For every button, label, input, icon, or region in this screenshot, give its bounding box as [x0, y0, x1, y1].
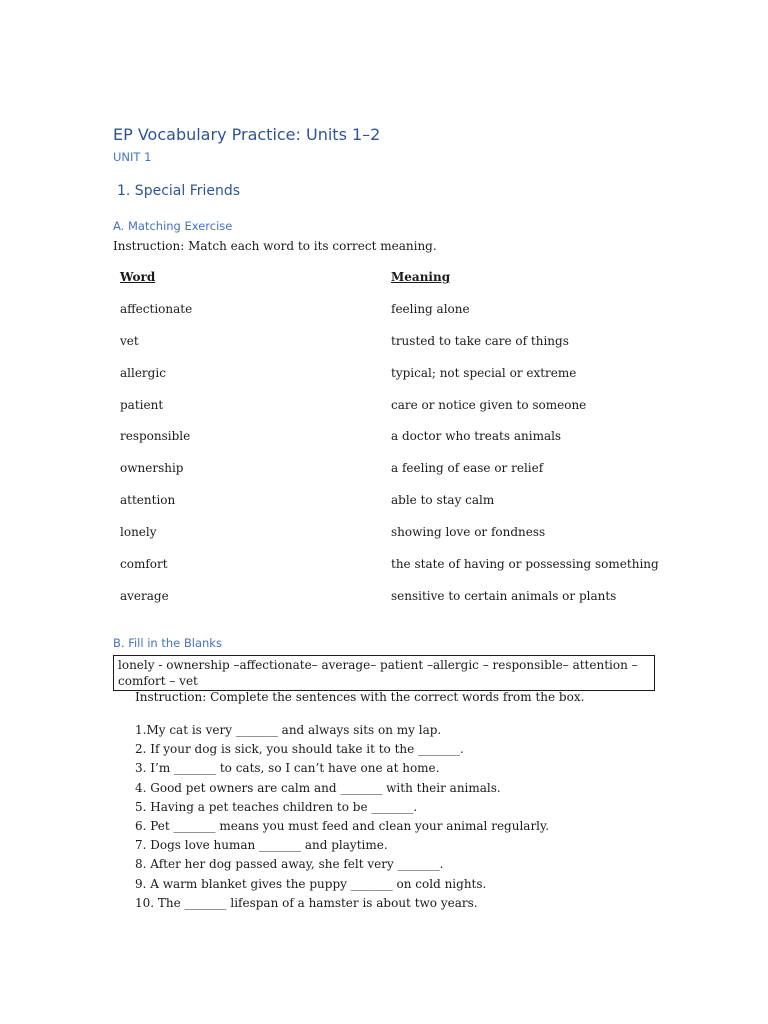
column-header-word: Word: [120, 270, 156, 284]
word-cell: allergic: [120, 365, 166, 380]
matching-table-header: [120, 270, 680, 302]
list-item: 10. The _______ lifespan of a hamster is about two years.: [135, 895, 478, 910]
meaning-cell: care or notice given to someone: [391, 397, 587, 412]
list-item: 2. If your dog is sick, you should take it to the _______.: [135, 742, 464, 757]
table-row: [120, 525, 680, 557]
word-cell: comfort: [120, 557, 168, 572]
meaning-cell: feeling alone: [391, 301, 470, 316]
table-row: [120, 493, 680, 525]
word-cell: lonely: [120, 525, 157, 540]
document-title: EP Vocabulary Practice: Units 1–2: [113, 125, 381, 144]
table-row: [120, 557, 680, 589]
sentence-list: [135, 721, 549, 913]
word-cell: ownership: [120, 461, 184, 476]
meaning-cell: showing love or fondness: [391, 525, 546, 540]
word-cell: affectionate: [120, 301, 193, 316]
table-row: [120, 334, 680, 366]
table-row: [120, 461, 680, 493]
meaning-cell: a doctor who treats animals: [391, 429, 562, 444]
fill-in-blanks-heading: B. Fill in the Blanks: [113, 636, 222, 650]
meaning-cell: able to stay calm: [391, 493, 495, 508]
matching-instruction: Instruction: Match each word to its correct meaning.: [113, 239, 437, 253]
word-cell: responsible: [120, 429, 191, 444]
matching-exercise-heading: A. Matching Exercise: [113, 219, 233, 233]
unit-label: UNIT 1: [113, 150, 152, 164]
list-item: 6. Pet _______ means you must feed and clean your animal regularly.: [135, 819, 550, 834]
list-item: 4. Good pet owners are calm and _______ with their animals.: [135, 780, 501, 795]
list-item: 9. A warm blanket gives the puppy _______ on cold nights.: [135, 876, 487, 891]
section-heading: 1. Special Friends: [117, 183, 241, 199]
list-item: 1.My cat is very _______ and always sits on my lap.: [135, 723, 442, 737]
list-item: 7. Dogs love human _______ and playtime.: [135, 838, 388, 853]
word-cell: attention: [120, 493, 176, 508]
column-header-meaning: Meaning: [391, 270, 451, 284]
meaning-cell: the state of having or possessing something: [391, 557, 659, 572]
matching-table: [120, 270, 680, 621]
list-item: 8. After her dog passed away, she felt very _______.: [135, 857, 444, 872]
table-row: [120, 589, 680, 621]
word-cell: average: [120, 588, 169, 603]
table-row: [120, 366, 680, 398]
meaning-cell: trusted to take care of things: [391, 333, 569, 348]
meaning-cell: sensitive to certain animals or plants: [391, 588, 617, 603]
list-item: 5. Having a pet teaches children to be _______.: [135, 799, 418, 814]
meaning-cell: typical; not special or extreme: [391, 365, 577, 380]
word-bank-box: lonely - ownership –affectionate– average– patient –allergic – responsible– attention – comfort – vet: [113, 655, 655, 691]
word-cell: vet: [120, 333, 139, 348]
table-row: [120, 429, 680, 461]
word-cell: patient: [120, 397, 164, 412]
table-row: [120, 302, 680, 334]
table-row: [120, 398, 680, 430]
fill-in-instruction: Instruction: Complete the sentences with the correct words from the box.: [135, 690, 585, 704]
meaning-cell: a feeling of ease or relief: [391, 461, 544, 476]
list-item: 3. I’m _______ to cats, so I can’t have one at home.: [135, 761, 440, 776]
